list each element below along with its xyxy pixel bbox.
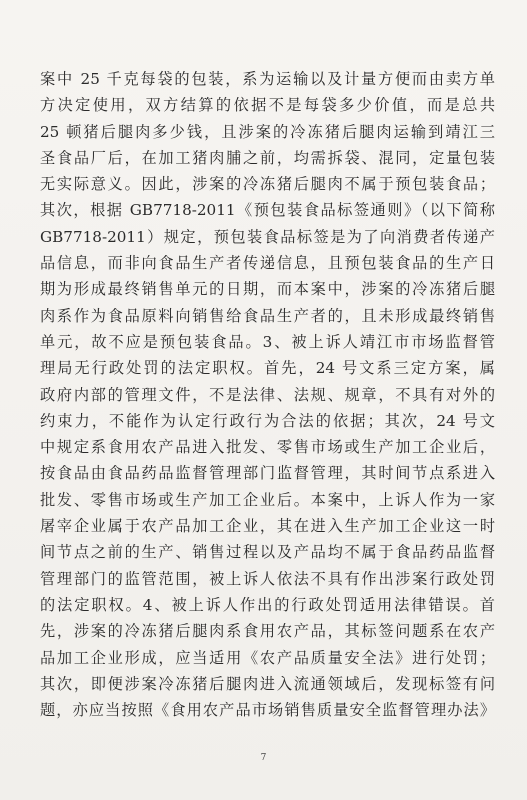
text-line: 题，亦应当按照《食用农产品市场销售质量安全监督管理办法》 xyxy=(40,701,495,720)
text-line: 先，涉案的冷冻猪后腿肉系食用农产品，其标签问题系在农产 xyxy=(40,622,495,641)
page-number: 7 xyxy=(260,753,267,763)
text-line: GB7718-2011）规定，预包装食品标签是为了向消费者传递产 xyxy=(40,227,495,246)
text-line: 肉系作为食品原料向销售给食品生产者的，且未形成最终销售 xyxy=(40,306,495,325)
text-line: 圣食品厂后，在加工猪肉脯之前，均需拆袋、混同，定量包装 xyxy=(40,148,495,167)
text-line: 其次，根据 GB7718-2011《预包装食品标签通则》（以下简称 xyxy=(40,201,495,220)
text-line: 约束力，不能作为认定行政行为合法的依据；其次，24 号文 xyxy=(40,411,495,430)
text-line: 管理部门的监管范围，被上诉人依法不具有作出涉案行政处罚 xyxy=(40,569,495,588)
text-line: 中规定系食用农产品进入批发、零售市场或生产加工企业后， xyxy=(40,438,495,457)
text-line: 单元，故不应是预包装食品。3、被上诉人靖江市市场监督管 xyxy=(40,332,495,351)
text-line: 无实际意义。因此，涉案的冷冻猪后腿肉不属于预包装食品； xyxy=(40,175,495,194)
text-line: 品信息，而非向食品生产者传递信息，且预包装食品的生产日 xyxy=(40,254,495,273)
text-line: 其次，即便涉案冷冻猪后腿肉进入流通领域后，发现标签有问 xyxy=(40,674,495,693)
text-line: 按食品由食品药品监督管理部门监督管理，其时间节点系进入 xyxy=(40,464,495,483)
text-line: 方决定使用，双方结算的依据不是每袋多少价值，而是总共 xyxy=(40,96,495,115)
text-line: 间节点之前的生产、销售过程以及产品均不属于食品药品监督 xyxy=(40,543,495,562)
text-line: 屠宰企业属于农产品加工企业，其在进入生产加工企业这一时 xyxy=(40,517,495,536)
body-text xyxy=(40,66,495,723)
text-line: 期为形成最终销售单元的日期，而本案中，涉案的冷冻猪后腿 xyxy=(40,280,495,299)
text-line: 案中 25 千克每袋的包装，系为运输以及计量方便而由卖方单 xyxy=(40,70,495,88)
text-line: 批发、零售市场或生产加工企业后。本案中，上诉人作为一家 xyxy=(40,490,495,509)
text-line: 25 顿猪后腿肉多少钱，且涉案的冷冻猪后腿肉运输到靖江三 xyxy=(40,122,495,141)
text-line: 的法定职权。4、被上诉人作出的行政处罚适用法律错误。首 xyxy=(40,595,495,614)
text-line: 政府内部的管理文件，不是法律、法规、规章，不具有对外的 xyxy=(40,385,495,404)
text-line: 品加工企业形成，应当适用《农产品质量安全法》进行处罚； xyxy=(40,648,495,667)
text-line: 理局无行政处罚的法定职权。首先，24 号文系三定方案，属 xyxy=(40,359,495,378)
